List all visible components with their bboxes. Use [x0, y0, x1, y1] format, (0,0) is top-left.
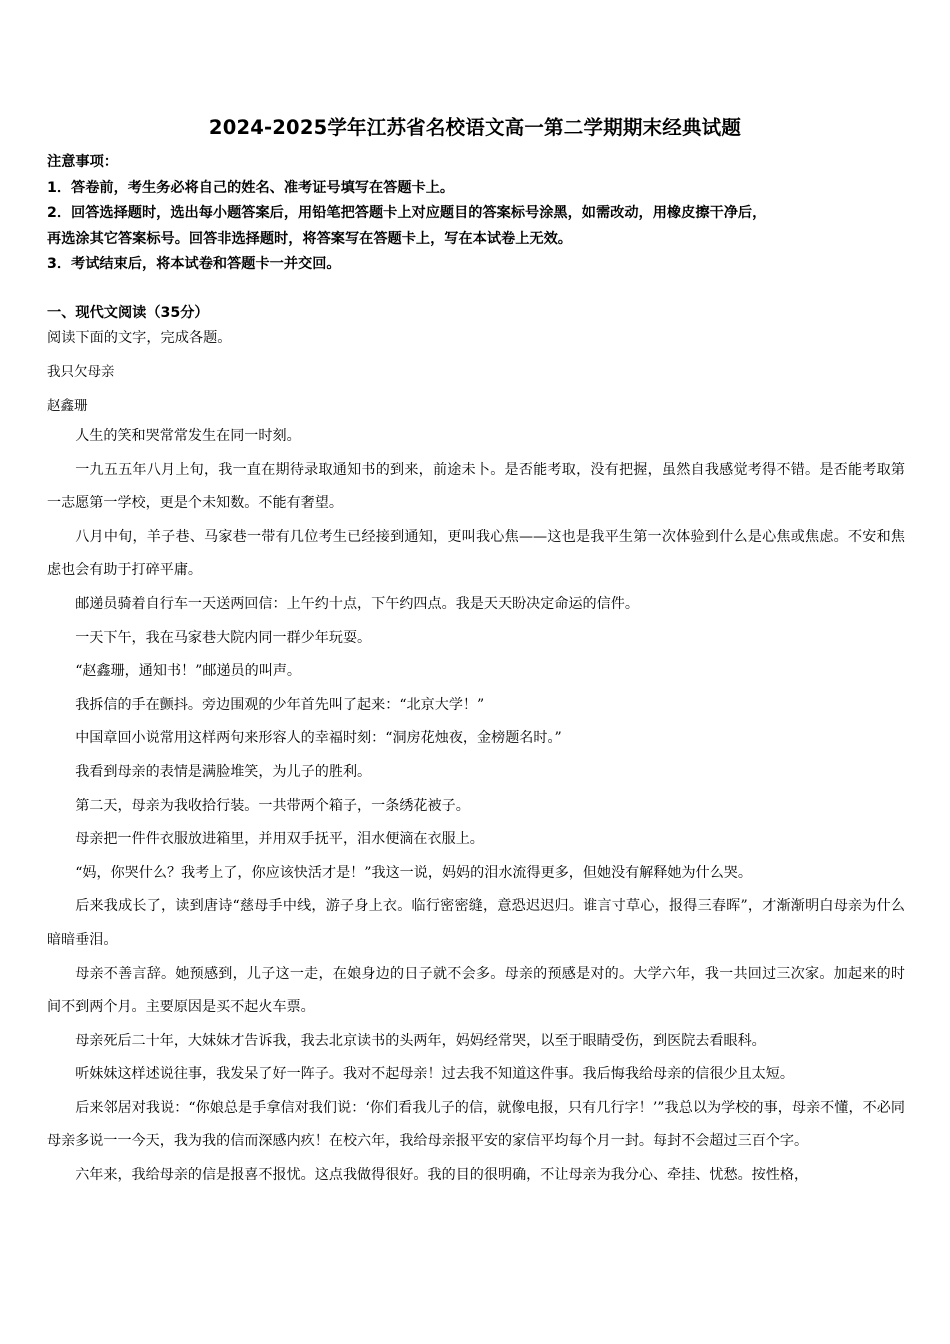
- notice-item: 再选涂其它答案标号。回答非选择题时，将答案写在答题卡上，写在本试卷上无效。: [47, 230, 572, 247]
- notice-heading: 注意事项：: [47, 154, 118, 170]
- paragraph: 母亲死后二十年，大妹妹才告诉我，我去北京读书的头两年，妈妈经常哭，以至于眼睛受伤，到医院去看眼科。: [75, 1032, 766, 1049]
- paragraph: “妈，你哭什么？我考上了，你应该快活才是！”我这一说，妈妈的泪水流得更多，但她没有解释她为什么哭。: [75, 864, 752, 881]
- paragraph: 后来我成长了，读到唐诗“慈母手中线，游子身上衣。临行密密缝，意恐迟迟归。谁言寸草心，报得三春晖”，才渐渐明白母亲为什么暗暗垂泪。: [47, 898, 905, 948]
- paragraph: 中国章回小说常用这样两句来形容人的幸福时刻：“洞房花烛夜，金榜题名时。”: [75, 730, 562, 747]
- notice-item: 1．答卷前，考生务必将自己的姓名、准考证号填写在答题卡上。: [47, 179, 455, 196]
- paragraph: 后来邻居对我说：“你娘总是手拿信对我们说：‘你们看我儿子的信，就像电报，只有几行字！’”我总以为学校的事，母亲不懂，不必同母亲多说一一今天，我为我的信而深感内疚！在校六年，我给母亲报平安的家信平均每个月一封。每封不会超过三百个字。: [47, 1099, 905, 1150]
- paragraph: 邮递员骑着自行车一天送两回信：上午约十点，下午约四点。我是天天盼决定命运的信件。: [75, 595, 639, 612]
- paragraph: 人生的笑和哭常常发生在同一时刻。: [75, 428, 301, 444]
- paragraph: 一九五五年八月上旬，我一直在期待录取通知书的到来，前途未卜。是否能考取，没有把握，虽然自我感觉考得不错。是否能考取第一志愿第一学校，更是个未知数。不能有奢望。: [47, 461, 905, 512]
- article-body: [47, 420, 905, 1193]
- notice-item: 3．考试结束后，将本试卷和答题卡一并交回。: [47, 256, 341, 272]
- notice-block: [47, 150, 917, 278]
- paragraph: 听妹妹这样述说往事，我发呆了好一阵子。我对不起母亲！过去我不知道这件事。我后悔我给母亲的信很少且太短。: [75, 1066, 794, 1083]
- paragraph: 我拆信的手在颤抖。旁边围观的少年首先叫了起来：“北京大学！”: [75, 696, 485, 713]
- paragraph: 第二天，母亲为我收拾行装。一共带两个箱子，一条绣花被子。: [75, 797, 470, 814]
- notice-item: 2．回答选择题时，选出每小题答案后，用铅笔把答题卡上对应题目的答案标号涂黑，如需改动，用橡皮擦干净后，: [47, 205, 767, 221]
- paragraph: 我看到母亲的表情是满脸堆笑，为儿子的胜利。: [75, 763, 372, 780]
- paragraph: 六年来，我给母亲的信是报喜不报忧。这点我做得很好。我的目的很明确，不让母亲为我分心、牵挂、忧愁。按性格，: [75, 1167, 809, 1184]
- section-heading: 一、现代文阅读（35分）: [47, 305, 209, 321]
- paragraph: 一天下午，我在马家巷大院内同一群少年玩耍。: [75, 629, 372, 646]
- paragraph: “赵鑫珊，通知书！”邮递员的叫声。: [75, 663, 302, 680]
- page-title: 2024-2025学年江苏省名校语文高一第二学期期末经典试题: [208, 116, 742, 139]
- section-instruction: 阅读下面的文字，完成各题。: [47, 330, 232, 346]
- paragraph: 母亲不善言辞。她预感到，儿子这一走，在娘身边的日子就不会多。母亲的预感是对的。大学六年，我一共回过三次家。加起来的时间不到两个月。主要原因是买不起火车票。: [47, 965, 905, 1016]
- article-author: 赵鑫珊: [47, 398, 88, 414]
- paragraph: 八月中旬，羊子巷、马家巷一带有几位考生已经接到通知，更叫我心焦——这也是我平生第一次体验到什么是心焦或焦虑。不安和焦虑也会有助于打碎平庸。: [47, 528, 905, 579]
- article-title: 我只欠母亲: [47, 364, 115, 380]
- paragraph: 母亲把一件件衣服放进箱里，并用双手抚平，泪水便滴在衣服上。: [75, 831, 484, 848]
